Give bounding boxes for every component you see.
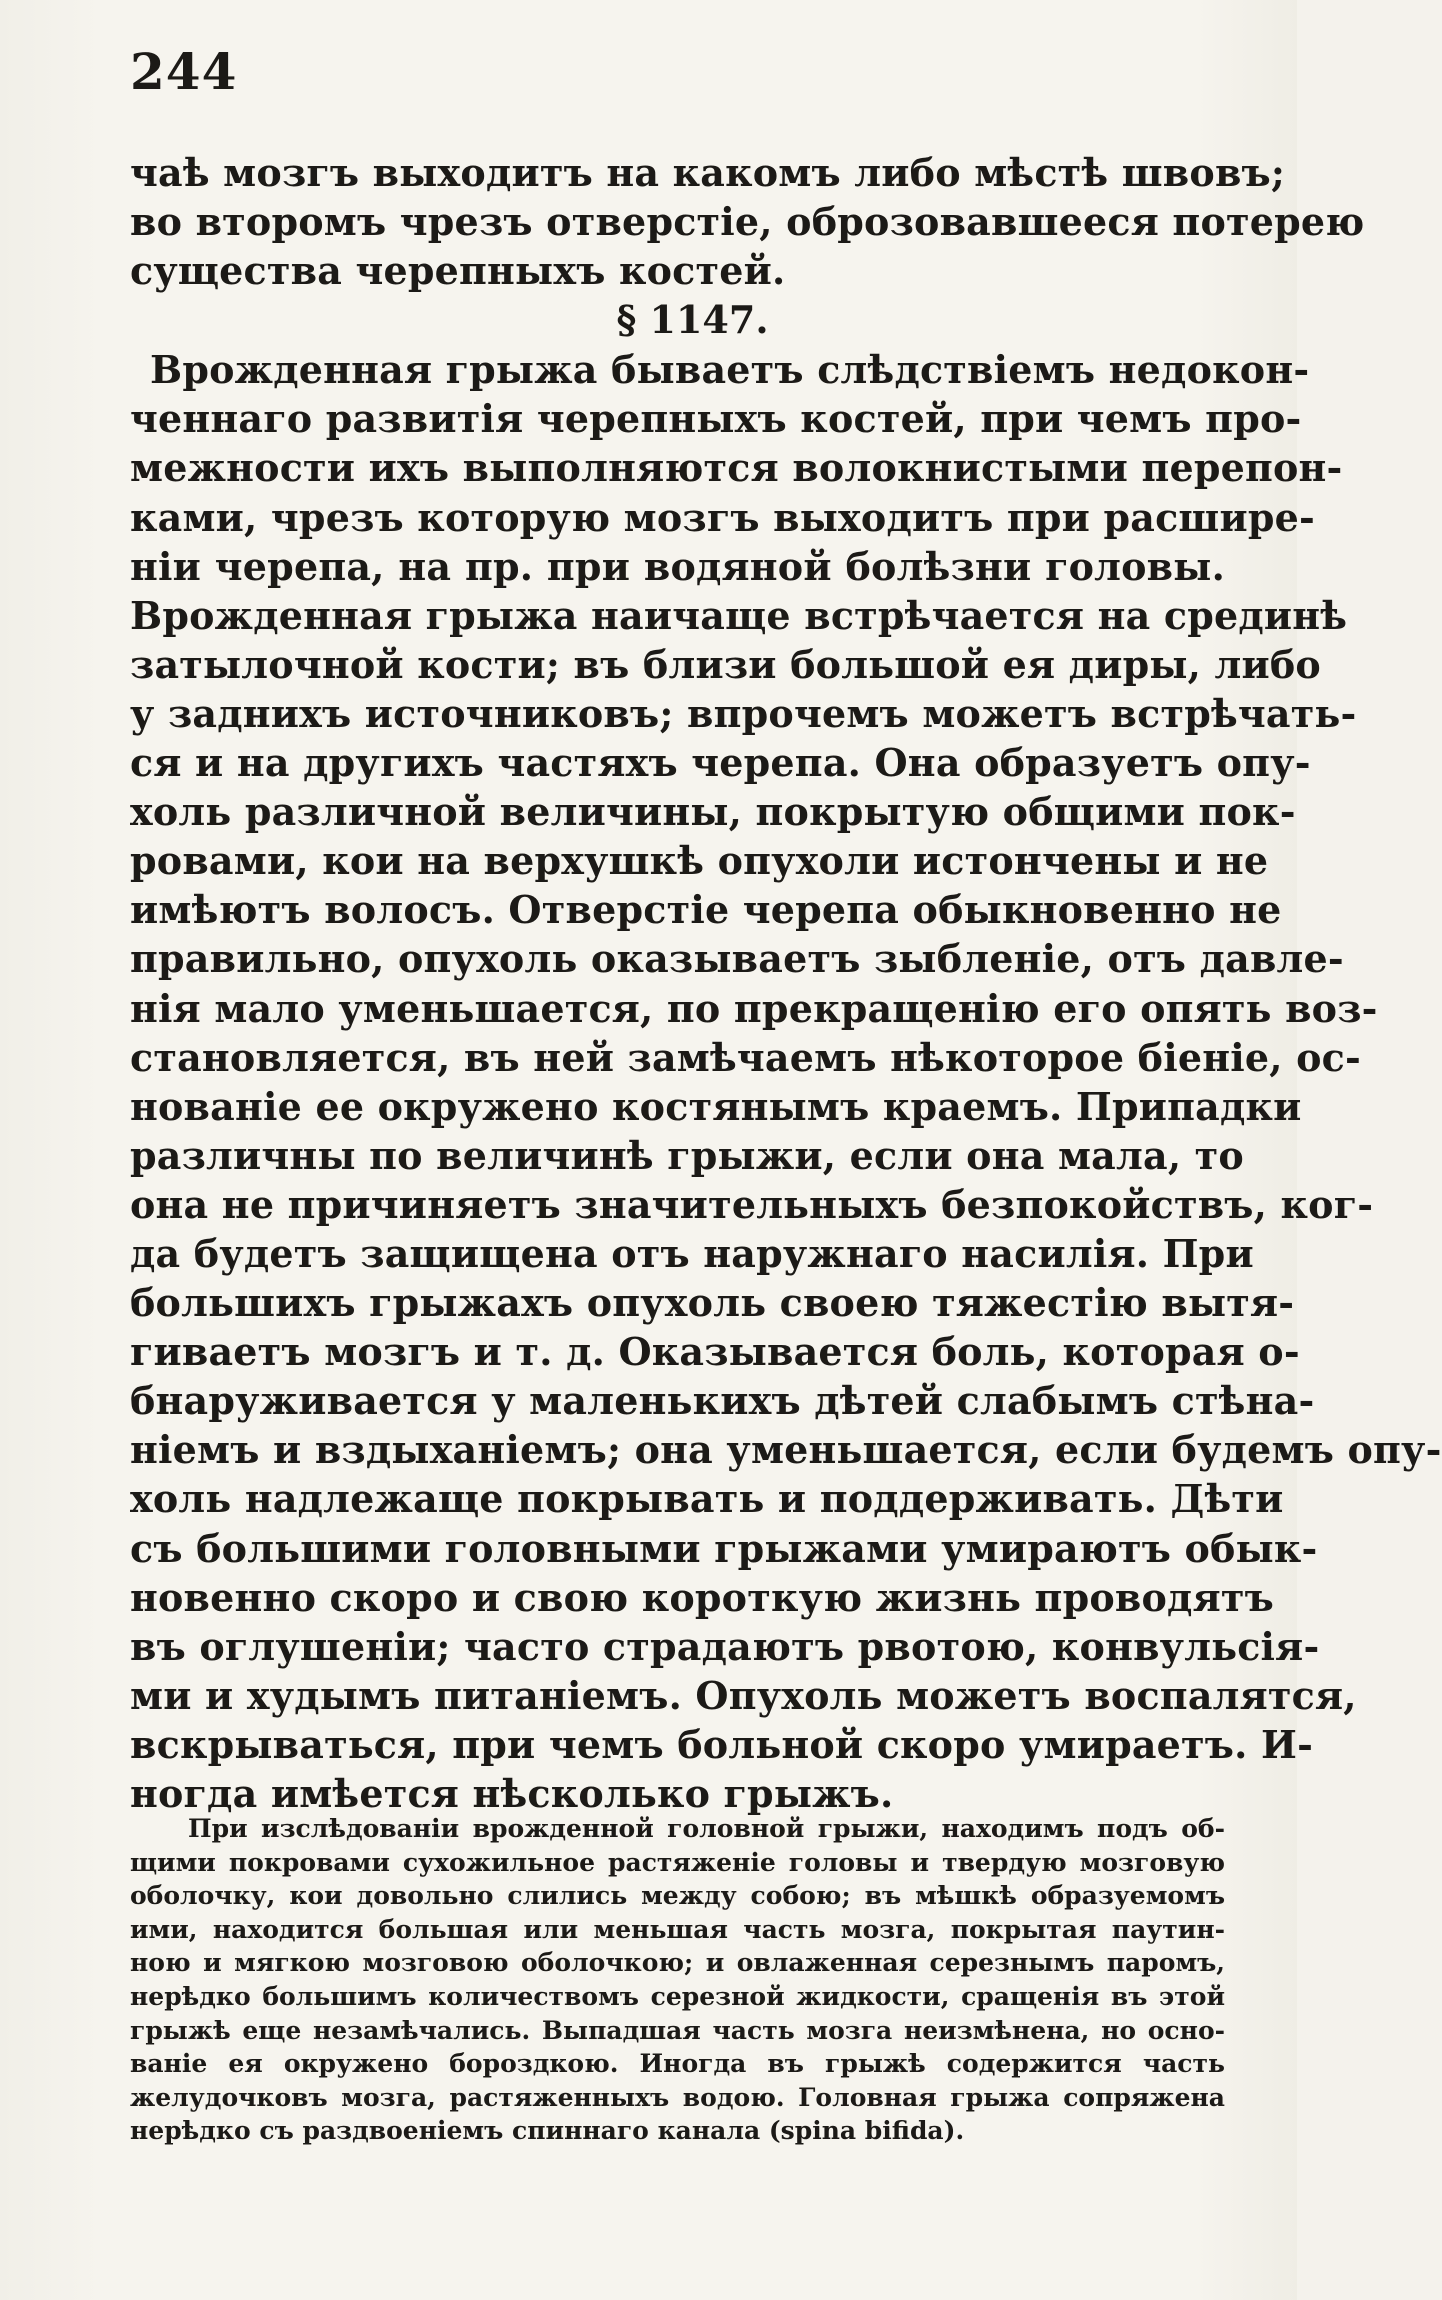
text-line: нованіе ее окружено костянымъ краемъ. Припадки — [130, 1083, 1302, 1129]
text-line: ся и на другихъ частяхъ черепа. Она образуетъ опу- — [130, 740, 1311, 786]
note-line: ими, находится большая или меньшая часть мозга, покрытая паутин- — [130, 1914, 1225, 1944]
text-line: вскрываться, при чемъ больной скоро умираетъ. И- — [130, 1721, 1314, 1767]
text-line: затылочной кости; въ близи большой ея диры, либо — [130, 641, 1321, 687]
text-line: большихъ грыжахъ опухоль своею тяжестію вытя- — [130, 1280, 1295, 1326]
text-line: во второмъ чрезъ отверстіе, оброзовавшееся потерею — [130, 199, 1365, 245]
text-line: ченнаго развитія черепныхъ костей, при чемъ про- — [130, 396, 1302, 442]
text-line: Врожденная грыжа бываетъ слѣдствіемъ недокон- — [150, 347, 1310, 393]
text-line: бнаруживается у маленькихъ дѣтей слабымъ стѣна- — [130, 1378, 1315, 1424]
note-line: ною и мягкою мозговою оболочкою; и овлаженная серезнымъ паромъ, — [130, 1948, 1225, 1978]
note-line: При изслѣдованіи врожденной головной грыжи, находимъ подъ об- — [188, 1814, 1225, 1843]
text-line: чаѣ мозгъ выходитъ на какомъ либо мѣстѣ швовъ; — [130, 150, 1286, 195]
page-number: 244 — [130, 42, 238, 101]
text-line: у заднихъ источниковъ; впрочемъ можетъ встрѣчать- — [130, 690, 1357, 736]
text-line: да будетъ защищена отъ наружнаго насилія. При — [130, 1230, 1254, 1276]
text-line: ніемъ и вздыханіемъ; она уменьшается, если будемъ опу- — [130, 1427, 1442, 1473]
note-line: нерѣдко большимъ количествомъ серезной жидкости, сращенія въ этой — [130, 1981, 1225, 2011]
section-heading: § 1147. — [616, 297, 769, 343]
note-line: нерѣдко съ раздвоеніемъ спиннаго канала (spina bifida). — [130, 2116, 965, 2146]
text-line: ногда имѣется нѣсколько грыжъ. — [130, 1771, 894, 1816]
text-line: существа черепныхъ костей. — [130, 248, 786, 294]
text-line: межности ихъ выполняются волокнистыми перепон- — [130, 445, 1343, 491]
text-line: становляется, въ ней замѣчаемъ нѣкоторое біеніе, ос- — [130, 1034, 1361, 1080]
text-line: ніи черепа, на пр. при водяной болѣзни головы. — [130, 543, 1225, 589]
text-line: различны по величинѣ грыжи, если она мала, то — [130, 1132, 1244, 1178]
text-line: гиваетъ мозгъ и т. д. Оказывается боль, которая о- — [130, 1329, 1300, 1375]
text-line: въ оглушеніи; часто страдаютъ рвотою, конвульсія- — [130, 1623, 1320, 1669]
text-line: нія мало уменьшается, по прекращенію его опять воз- — [130, 985, 1378, 1031]
note-line: оболочку, кои довольно слились между собою; въ мѣшкѣ образуемомъ — [130, 1881, 1225, 1911]
main-text — [130, 148, 1442, 1818]
text-line: новенно скоро и свою короткую жизнь проводятъ — [130, 1574, 1274, 1620]
text-line: она не причиняетъ значительныхъ безпокойствъ, ког- — [130, 1181, 1374, 1227]
note-line: грыжѣ еще незамѣчались. Выпадшая часть мозга неизмѣнена, но осно- — [130, 2015, 1225, 2045]
text-line: имѣютъ волосъ. Отверстіе черепа обыкновенно не — [130, 887, 1282, 933]
text-line: ровами, кои на верхушкѣ опухоли истончены и не — [130, 838, 1269, 884]
note-line: щими покровами сухожильное растяженіе головы и твердую мозговую — [130, 1847, 1225, 1877]
note-line: ваніе ея окружено бороздкою. Иногда въ грыжѣ содержится часть — [130, 2049, 1225, 2079]
text-line: съ большими головными грыжами умираютъ обык- — [130, 1525, 1318, 1571]
text-line: ми и худымъ питаніемъ. Опухоль можетъ воспалятся, — [130, 1672, 1357, 1718]
text-line: правильно, опухоль оказываетъ зыбленіе, отъ давле- — [130, 936, 1344, 982]
text-line: Врожденная грыжа наичаще встрѣчается на срединѣ — [130, 592, 1348, 638]
text-line: ками, чрезъ которую мозгъ выходитъ при расшире- — [130, 494, 1315, 540]
footnote-block — [130, 1812, 1225, 2148]
note-line: желудочковъ мозга, растяженныхъ водою. Головная грыжа сопряжена — [130, 2082, 1225, 2112]
text-line: холь различной величины, покрытую общими пок- — [130, 789, 1296, 835]
text-line: холь надлежаще покрывать и поддерживать. Дѣти — [130, 1476, 1284, 1522]
